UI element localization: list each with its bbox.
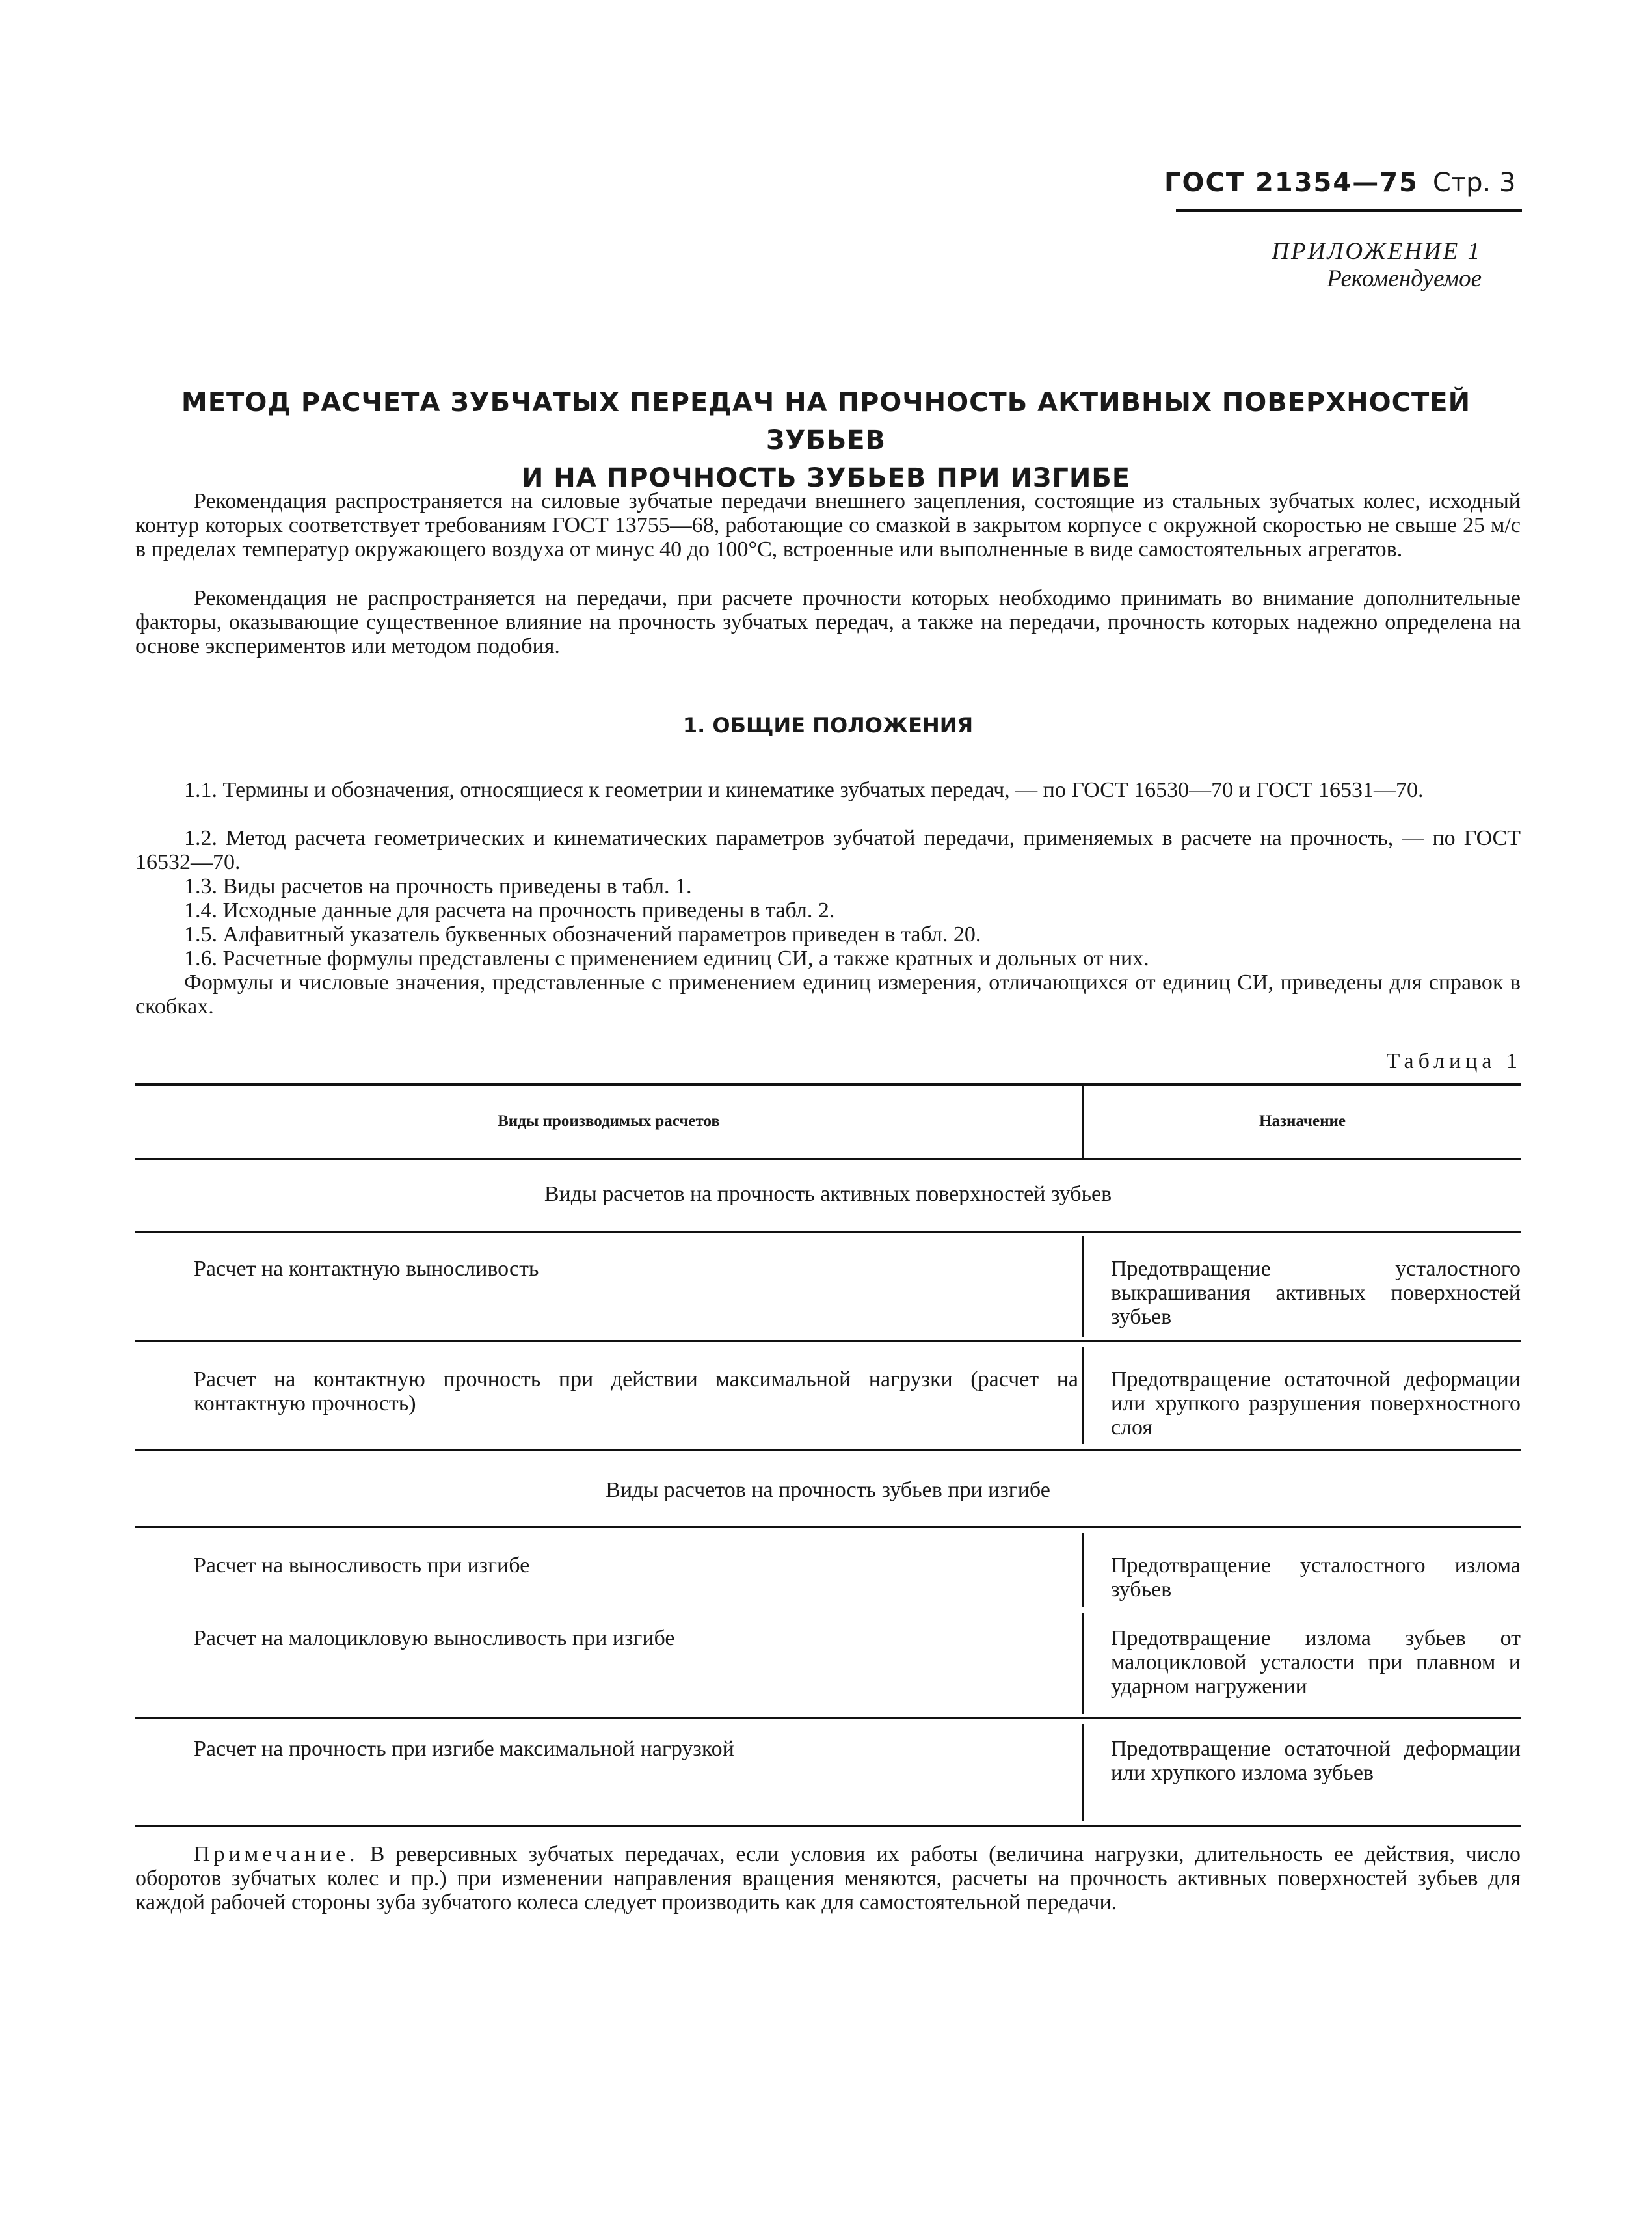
group-title-1: Виды расчетов на прочность активных поверхностей зубьев (544, 1182, 1112, 1206)
table-bottom-rule (135, 1825, 1521, 1827)
table-row-purpose: Предотвращение усталостного излома зубьев (1111, 1553, 1521, 1602)
clause-1-5: 1.5. Алфавитный указатель буквенных обозначений параметров приведен в табл. 20. (184, 922, 981, 946)
intro-paragraph-1: Рекомендация распространяется на силовые зубчатые передачи внешнего зацепления, состоящие из стальных зубчатых колес, исходный контур которых соответствует требованиям ГОСТ 13755—68, работающие со смазкой в закрытом корпусе с окружной скоростью не свыше 25 м/с в пределах температур окружающего воздуха от минус 40 до 100°С, встроенные или выполненные в виде самостоятельных агрегатов. (135, 489, 1521, 561)
page-number: Стр. 3 (1432, 168, 1516, 198)
row-rule (135, 1340, 1521, 1342)
clause-1-4: 1.4. Исходные данные для расчета на прочность приведены в табл. 2. (184, 898, 835, 922)
title-line-2: И НА ПРОЧНОСТЬ ЗУБЬЕВ ПРИ ИЗГИБЕ (521, 463, 1131, 493)
table-row-purpose: Предотвращение излома зубьев от малоцикловой усталости при плавном и ударном нагружении (1111, 1626, 1521, 1698)
table-row-calc: Расчет на контактную выносливость (194, 1257, 539, 1281)
row-divider (1082, 1533, 1084, 1607)
note-text: В реверсивных зубчатых передачах, если условия их работы (величина нагрузки, длительность ее действия, число оборотов зубчатых колес и пр.) при изменении направления вращения меняются, расчеты на прочность активных поверхностей зубьев для каждой рабочей стороны зуба зубчатого колеса следует производить как для самостоятельной передачи. (135, 1842, 1521, 1914)
row-divider (1082, 1613, 1084, 1714)
row-rule (135, 1449, 1521, 1451)
intro-paragraph-2: Рекомендация не распространяется на передачи, при расчете прочности которых необходимо принимать во внимание дополнительные факторы, оказывающие существенное влияние на прочность зубчатых передач, а также на передачи, прочность которых надежно определена на основе экспериментов или методом подобия. (135, 586, 1521, 658)
page-header (1164, 168, 1515, 198)
appendix-title: ПРИЛОЖЕНИЕ 1 (1272, 238, 1482, 265)
header-bottom-rule (135, 1158, 1521, 1160)
table-row-purpose: Предотвращение остаточной деформации или хрупкого излома зубьев (1111, 1737, 1521, 1785)
table-row-calc: Расчет на выносливость при изгибе (194, 1553, 530, 1577)
table-note (135, 1842, 1521, 1914)
group-1-rule (135, 1231, 1521, 1233)
clause-1-6-note: Формулы и числовые значения, представленные с применением единиц измерения, отличающихся от единиц СИ, приведены для справок в скобках. (135, 971, 1521, 1019)
header-rule (1176, 209, 1522, 212)
table-row-purpose: Предотвращение усталостного выкрашивания активных поверхностей зубьев (1111, 1257, 1521, 1329)
note-label: Примечание. (194, 1842, 359, 1866)
table-row-calc: Расчет на контактную прочность при действии максимальной нагрузки (расчет на контактную прочность) (194, 1367, 1078, 1416)
row-rule (135, 1717, 1521, 1719)
group-2-rule (135, 1526, 1521, 1528)
table-row-calc: Расчет на прочность при изгибе максимальной нагрузкой (194, 1737, 734, 1761)
table-top-rule (135, 1083, 1521, 1086)
clause-1-6: 1.6. Расчетные формулы представлены с применением единиц СИ, а также кратных и дольных от них. (184, 946, 1149, 971)
group-title-2: Виды расчетов на прочность зубьев при изгибе (606, 1478, 1050, 1502)
table-label: Таблица 1 (1386, 1049, 1522, 1073)
title-line-1: МЕТОД РАСЧЕТА ЗУБЧАТЫХ ПЕРЕДАЧ НА ПРОЧНОСТЬ АКТИВНЫХ ПОВЕРХНОСТЕЙ ЗУБЬЕВ (181, 388, 1471, 455)
section-heading: 1. ОБЩИЕ ПОЛОЖЕНИЯ (682, 713, 974, 738)
column-header-calc: Виды производимых расчетов (498, 1112, 720, 1130)
document-title (143, 384, 1509, 497)
appendix-label (1236, 238, 1482, 293)
row-divider (1082, 1347, 1084, 1444)
clause-1-3: 1.3. Виды расчетов на прочность приведены в табл. 1. (184, 874, 692, 898)
clause-1-1: 1.1. Термины и обозначения, относящиеся к геометрии и кинематике зубчатых передач, — по ГОСТ 16530—70 и ГОСТ 16531—70. (184, 778, 1424, 802)
table-row-purpose: Предотвращение остаточной деформации или хрупкого разрушения поверхностного слоя (1111, 1367, 1521, 1440)
document-number: ГОСТ 21354—75 (1164, 168, 1419, 198)
appendix-status: Рекомендуемое (1327, 265, 1482, 292)
column-header-purpose: Назначение (1259, 1112, 1346, 1130)
clause-1-2: 1.2. Метод расчета геометрических и кинематических параметров зубчатой передачи, применяемых в расчете на прочность, — по ГОСТ 16532—70. (135, 826, 1521, 874)
row-divider (1082, 1724, 1084, 1821)
table-row-calc: Расчет на малоцикловую выносливость при изгибе (194, 1626, 675, 1650)
row-divider (1082, 1236, 1084, 1337)
